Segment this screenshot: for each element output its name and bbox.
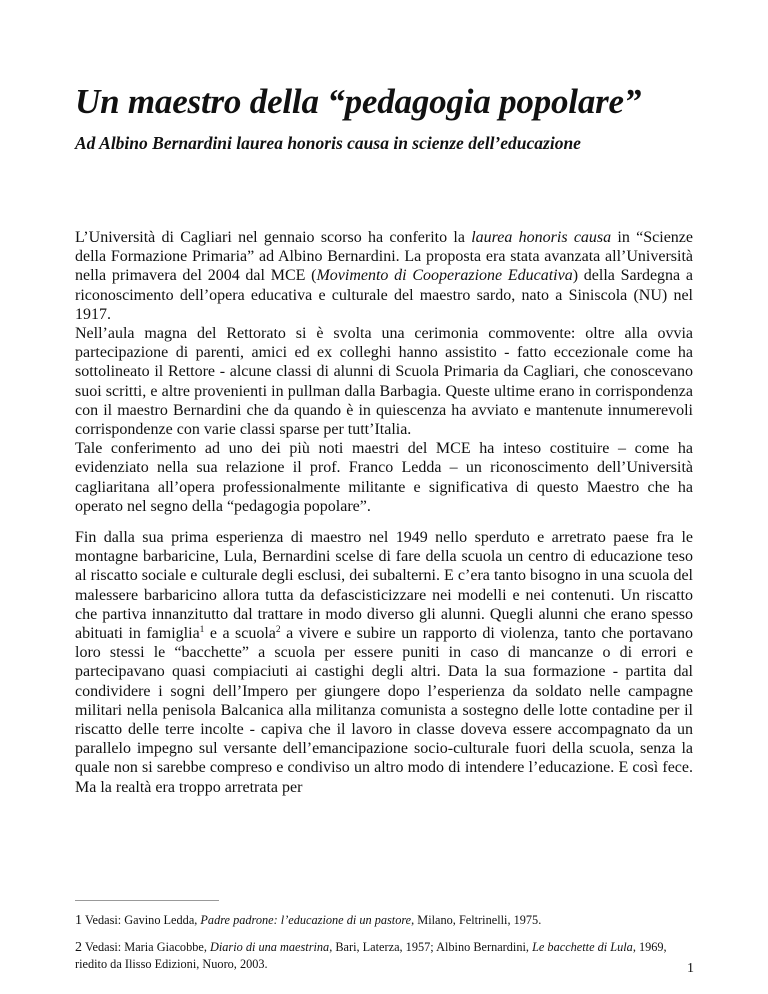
footnote-2-text-e: , 1969, riedito da Ilisso Edizioni, Nuoro, 2003. [75,940,667,971]
footnote-2-book-title-2: Le bacchette di Lula [532,940,633,954]
paragraph-1-text-c: in “Scienze della Formazione Primaria” ad Albino Bernardini. La proposta era stata avanzata all’Università nella primavera del 2004 dal MCE ( [75,229,693,285]
footnote-1-text-c: , Milano, Feltrinelli, 1975. [411,913,542,927]
paragraph-4-text-a: Fin dalla sua prima esperienza di maestro nel 1949 nello sperduto e arretrato paese fra le montagne barbaricine, Lula, Bernardini scelse di fare della scuola un centro di educazione teso al riscatto sociale e culturale degli esclusi, dei subalterni. E c’era tanto bisogno in una scuola del malessere barbaricino allora tutta da defascisticizzare nei modelli e nei contenuti. Un riscatto che partiva innanzitutto dal trattare in modo diverso gli alunni. Quegli alunni che erano spesso abituati in famiglia [75,529,693,643]
paragraph-1-italic-laurea: laurea honoris causa [471,229,612,246]
footnote-1-number: 1 [75,913,82,928]
footnote-2-text-a: Vedasi: Maria Giacobbe, [85,940,210,954]
footnote-1-book-title: Padre padrone: l’educazione di un pastore [200,913,412,927]
footnote-2-number: 2 [75,940,82,955]
paragraph-4-text-c: a vivere e subire un rapporto di violenza, tanto che portavano loro stessi le “bacchette” a scuola per essere puniti in caso di mancanze o di errori e partecipavano quasi compiaciuti ai castighi degli altri. Data la sua formazione - partita dal condividere i sogni dell’Impero per giungere dopo l’esperienza da soldato nelle campagne militari nella penisola Balcanica alla militanza comunista a sostegno delle lotte contadine per il riscatto delle terre incolte - capiva che il lavoro in classe doveva essere accompagnato da un parallelo impegno sul versante dell’emancipazione socio-culturale fuori della scuola, senza la quale non si sarebbe compreso e condiviso un altro modo di intendere l’educazione. E così fece. Ma la realtà era troppo arretrata per [75,625,694,796]
paragraph-1-italic-mce: Movimento di Cooperazione Educativa [316,267,573,285]
paragraph-4 [75,528,693,797]
paragraph-1-text-a: L’Università di Cagliari nel gennaio scorso ha conferito la [75,229,472,246]
article-subtitle: Ad Albino Bernardini laurea honoris causa in scienze dell’educazione [75,133,581,153]
footnote-2 [75,939,693,972]
paragraph-3: Tale conferimento ad uno dei più noti maestri del MCE ha inteso costituire – come ha evidenziato nella sua relazione il prof. Franco Ledda – un riconoscimento dell’Università cagliaritana all’opera professionalmente militante e significativa di questo Maestro che ha operato nel segno della “pedagogia popolare”. [75,440,693,515]
article-title: Un maestro della “pedagogia popolare” [75,82,642,121]
footnote-ref-2[interactable]: 2 [275,625,281,636]
paragraph-4-text-b: e a scuola [204,625,276,643]
footnote-2-book-title-1: Diario di una maestrina [209,940,330,954]
footnote-2-text-c: , Bari, Laterza, 1957; Albino Bernardini, [329,940,533,954]
footnote-separator [75,900,219,901]
paragraph-1 [75,228,693,324]
paragraph-1-text-e: ) della Sardegna a riconoscimento dell’opera educativa e culturale del maestro sardo, nato a Siniscola (NU) nel 1917. [75,267,693,323]
footnote-ref-1[interactable]: 1 [199,625,205,636]
footnote-1 [75,912,693,929]
document-page [75,82,693,797]
article-body [75,228,693,797]
footnote-1-text-a: Vedasi: Gavino Ledda, [85,913,201,927]
page-number: 1 [687,961,694,976]
paragraph-2: Nell’aula magna del Rettorato si è svolta una cerimonia commovente: oltre alla ovvia partecipazione di parenti, amici ed ex colleghi hanno assistito - fatto eccezionale come ha sottolineato il Rettore - alcune classi di alunni di Scuola Primaria da Cagliari, che conoscevano suoi scritti, e altre provenienti in pullman dalla Barbagia. Queste ultime erano in corrispondenza con il maestro Bernardini che da quando è in quiescenza ha avviato e mantenute innumerevoli corrispondenze con varie classi sparse per tutt’Italia. [75,325,693,439]
